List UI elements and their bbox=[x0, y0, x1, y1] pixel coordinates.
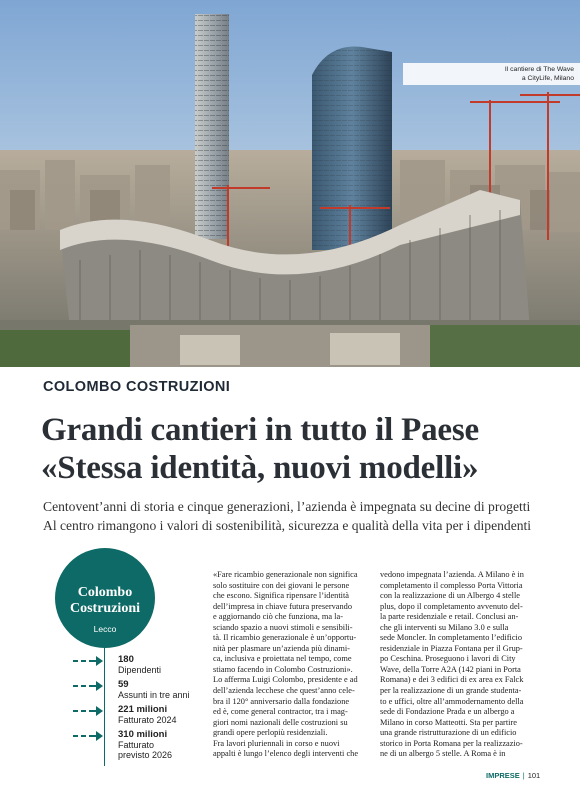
arrow-icon bbox=[73, 730, 103, 742]
magazine-section: IMPRESE bbox=[486, 771, 520, 780]
body-line: ne di un albergo 5 stelle. A Roma è in bbox=[380, 749, 506, 759]
body-column-2 bbox=[380, 570, 536, 760]
body-column-1 bbox=[213, 570, 369, 760]
body-line: residenziale in Piazza Fontana per il Grup- bbox=[380, 643, 523, 653]
headline-line-2: «Stessa identità, nuovi modelli» bbox=[41, 450, 479, 486]
body-line: grandi opere perlopiù residenziali. bbox=[213, 728, 328, 738]
construction-photo bbox=[0, 0, 580, 367]
body-line: plus, dopo il completamento avvenuto del- bbox=[380, 601, 523, 611]
body-line: con la realizzazione di un Albergo 4 stelle bbox=[380, 591, 521, 601]
section-kicker: COLOMBO COSTRUZIONI bbox=[43, 379, 231, 395]
timeline-line bbox=[104, 648, 105, 766]
stat-value: 310 milioni bbox=[118, 729, 168, 740]
body-line: la parte residenziale e retail. Conclusi an- bbox=[380, 612, 519, 622]
body-line: «Fare ricambio generazionale non significa bbox=[213, 570, 358, 579]
body-line: dell’impresa in chiave futura preservando bbox=[213, 601, 353, 611]
stat-label: Fatturato bbox=[118, 740, 155, 750]
stat-hires bbox=[118, 680, 190, 700]
stat-label: Fatturato 2024 bbox=[118, 715, 177, 725]
body-line: giori nomi nazionali delle costruzioni su bbox=[213, 717, 348, 727]
caption-line-1: Il cantiere di The Wave bbox=[504, 66, 574, 73]
body-line: bra il 120° anniversario dalla fondazione bbox=[213, 696, 350, 706]
body-line: Milano in corso Matteotti. Sta per partire bbox=[380, 717, 517, 727]
body-line: to e uffici, oltre all’ammodernamento della bbox=[380, 696, 524, 706]
stat-label: previsto 2026 bbox=[118, 750, 173, 760]
body-line: sede di Fondazione Prada e un albergo a bbox=[380, 707, 515, 717]
body-line: storico in Porta Romana per la realizzazio- bbox=[380, 738, 523, 748]
stat-label: Assunti in tre anni bbox=[118, 690, 190, 700]
stat-revenue-2026 bbox=[118, 730, 172, 760]
body-line: vedono impegnata l’azienda. A Milano è in bbox=[380, 570, 524, 579]
company-name-line-2: Costruzioni bbox=[70, 601, 140, 616]
body-line: Lo afferma Luigi Colombo, presidente e ad bbox=[213, 675, 358, 685]
body-line: po Ceschina. Proseguono i lavori di City bbox=[380, 654, 516, 664]
stat-label: Dipendenti bbox=[118, 665, 162, 675]
body-line: tà. Il ricambio generazionale è un’opportu- bbox=[213, 633, 357, 643]
company-city: Lecco bbox=[93, 624, 117, 634]
stat-employees bbox=[118, 655, 161, 675]
company-name-line-1: Colombo bbox=[77, 585, 133, 600]
body-line: Wave, della Torre A2A (142 piani in Porta bbox=[380, 664, 521, 674]
body-line: completamento il complesso Porta Vittoria bbox=[380, 580, 523, 590]
headline-line-1: Grandi cantieri in tutto il Paese bbox=[41, 412, 479, 448]
body-line: Romana) e dei 3 edifici di ex area ex Falck bbox=[380, 675, 524, 685]
stat-value: 59 bbox=[118, 679, 129, 690]
body-line: una grande ristrutturazione di un edificio bbox=[380, 728, 517, 738]
footer-separator: | bbox=[522, 771, 525, 780]
body-line: sciando spazio a nuovi stimoli e sensibili- bbox=[213, 622, 353, 632]
arrow-icon bbox=[73, 655, 103, 667]
body-line: che gli interventi su Milano 3.0 e sulla bbox=[380, 622, 509, 632]
subhead-line-2: Al centro rimangono i valori di sostenibilità, sicurezza e qualità della vita per i dipendenti bbox=[43, 518, 532, 533]
caption-line-2: a CityLife, Milano bbox=[521, 75, 574, 82]
article-subhead bbox=[43, 497, 573, 535]
stat-value: 221 milioni bbox=[118, 704, 168, 715]
body-line: nità per plasmare un’azienda più dinami- bbox=[213, 643, 350, 653]
body-line: e aggiornando ciò che funziona, ma la- bbox=[213, 612, 343, 622]
page-number: 101 bbox=[527, 771, 541, 780]
citylife-skyline-image bbox=[0, 0, 580, 367]
arrow-icon bbox=[73, 680, 103, 692]
body-line: solo sostituire con dei giovani le persone bbox=[213, 580, 350, 590]
photo-caption bbox=[403, 63, 580, 85]
body-line: dell’azienda lecchese che quest’anno cele- bbox=[213, 686, 355, 696]
body-line: per la realizzazione di un grande studenta- bbox=[380, 686, 522, 696]
body-line: appalti è lungo l’elenco degli interventi che bbox=[213, 749, 359, 759]
article-headline bbox=[41, 411, 571, 487]
body-line: ed è, come general contractor, tra i mag- bbox=[213, 707, 348, 717]
arrow-icon bbox=[73, 705, 103, 717]
stat-value: 180 bbox=[118, 654, 134, 665]
body-line: che escono. Significa ripensare l’identità bbox=[213, 591, 349, 601]
body-line: ca, inclusiva e proiettata nel tempo, come bbox=[213, 654, 352, 664]
subhead-line-1: Centovent’anni di storia e cinque generazioni, l’azienda è impegnata su decine di progetti bbox=[43, 499, 531, 514]
stat-revenue-2024 bbox=[118, 705, 177, 725]
page-footer bbox=[486, 771, 540, 780]
body-line: stiamo facendo in Colombo Costruzioni». bbox=[213, 664, 353, 674]
company-name bbox=[55, 585, 155, 617]
body-line: Fra lavori pluriennali in corso e nuovi bbox=[213, 738, 340, 748]
body-line: sede Moncler. In completamento l’edificio bbox=[380, 633, 523, 643]
company-badge bbox=[55, 548, 155, 648]
